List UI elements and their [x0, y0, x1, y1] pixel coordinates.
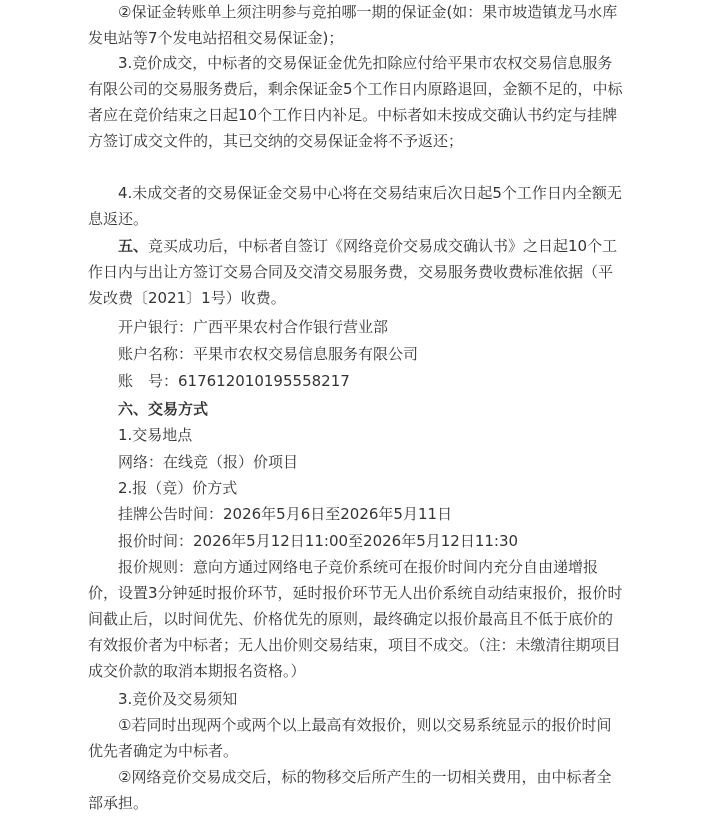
section-5-body: 竞买成功后，中标者自签订《网络竞价交易成交确认书》之日起10个工作日内与出让方签订交易合同及交清交易服务费，交易服务费收费标准依据（平发改费〔2021〕1号）收费。: [88, 237, 618, 307]
section-6-heading: [118, 396, 638, 422]
deal-clause-3-text: 3.竞价成交，中标者的交易保证金优先扣除应付给平果市农权交易信息服务有限公司的交易服务费后，剩余保证金5个工作日内原路退回，金额不足的，中标者应在竞价结束之日起10个工作日内补足。中标者如未按成交确认书约定与挂牌方签订成交文件的，其已交纳的交易保证金将不予返还；: [88, 54, 623, 150]
account-name-line: [118, 341, 638, 367]
section-6-heading-text: 六、交易方式: [118, 400, 209, 418]
deal-clause-4: [88, 180, 624, 232]
quote-rules-paragraph: [88, 554, 624, 684]
account-name-text: 账户名称：平果市农权交易信息服务有限公司: [118, 345, 419, 363]
quote-rules-text: 报价规则：意向方通过网络电子竞价系统可在报价时间内充分自由递增报价，设置3分钟延时报价环节，延时报价环节无人出价系统自动结束报价，报价时间截止后，以时间优先、价格优先的原则，最终确定以报价最高且不低于底价的有效报价者为中标者；无人出价则交易结束，项目不成交。（注：未缴清往期项目成交价款的取消本期报名资格。）: [88, 558, 623, 680]
subheading-3: [118, 686, 638, 712]
quote-time-line: [118, 528, 638, 554]
deal-clause-4-text: 4.未成交者的交易保证金交易中心将在交易结束后次日起5个工作日内全额无息返还。: [88, 184, 622, 228]
listing-time-text: 挂牌公告时间：2026年5月6日至2026年5月11日: [118, 505, 453, 523]
deal-clause-3: [88, 50, 624, 154]
notice-item-2: [88, 764, 624, 816]
listing-time-line: [118, 501, 638, 527]
subheading-2: [118, 475, 638, 501]
subheading-1: [118, 422, 638, 448]
network-line: [118, 449, 638, 475]
network-text: 网络：在线竞（报）价项目: [118, 453, 299, 471]
subheading-1-text: 1.交易地点: [118, 426, 193, 444]
bank-text: 开户银行：广西平果农村合作银行营业部: [118, 318, 389, 336]
subheading-2-text: 2.报（竞）价方式: [118, 479, 238, 497]
bank-line: [118, 314, 638, 340]
deposit-note-2: [88, 0, 624, 51]
notice-item-1-text: ①若同时出现两个或两个以上最高有效报价，则以交易系统显示的报价时间优先者确定为中标者。: [88, 716, 612, 760]
section-5-paragraph: [88, 233, 624, 311]
quote-time-text: 报价时间：2026年5月12日11:00至2026年5月12日11:30: [118, 532, 519, 550]
deposit-note-2-text: ②保证金转账单上须注明参与竞拍哪一期的保证金(如：果市坡造镇龙马水库发电站等7个发电站招租交易保证金)；: [88, 3, 618, 47]
account-number-line: [118, 368, 638, 394]
subheading-3-text: 3.竞价及交易须知: [118, 690, 238, 708]
section-5-lead: 五、: [118, 237, 149, 255]
notice-item-1: [88, 712, 624, 764]
notice-item-2-text: ②网络竞价交易成交后，标的物移交后所产生的一切相关费用，由中标者全部承担。: [88, 768, 612, 812]
account-number-text: 账 号：617612010195558217: [118, 372, 350, 390]
